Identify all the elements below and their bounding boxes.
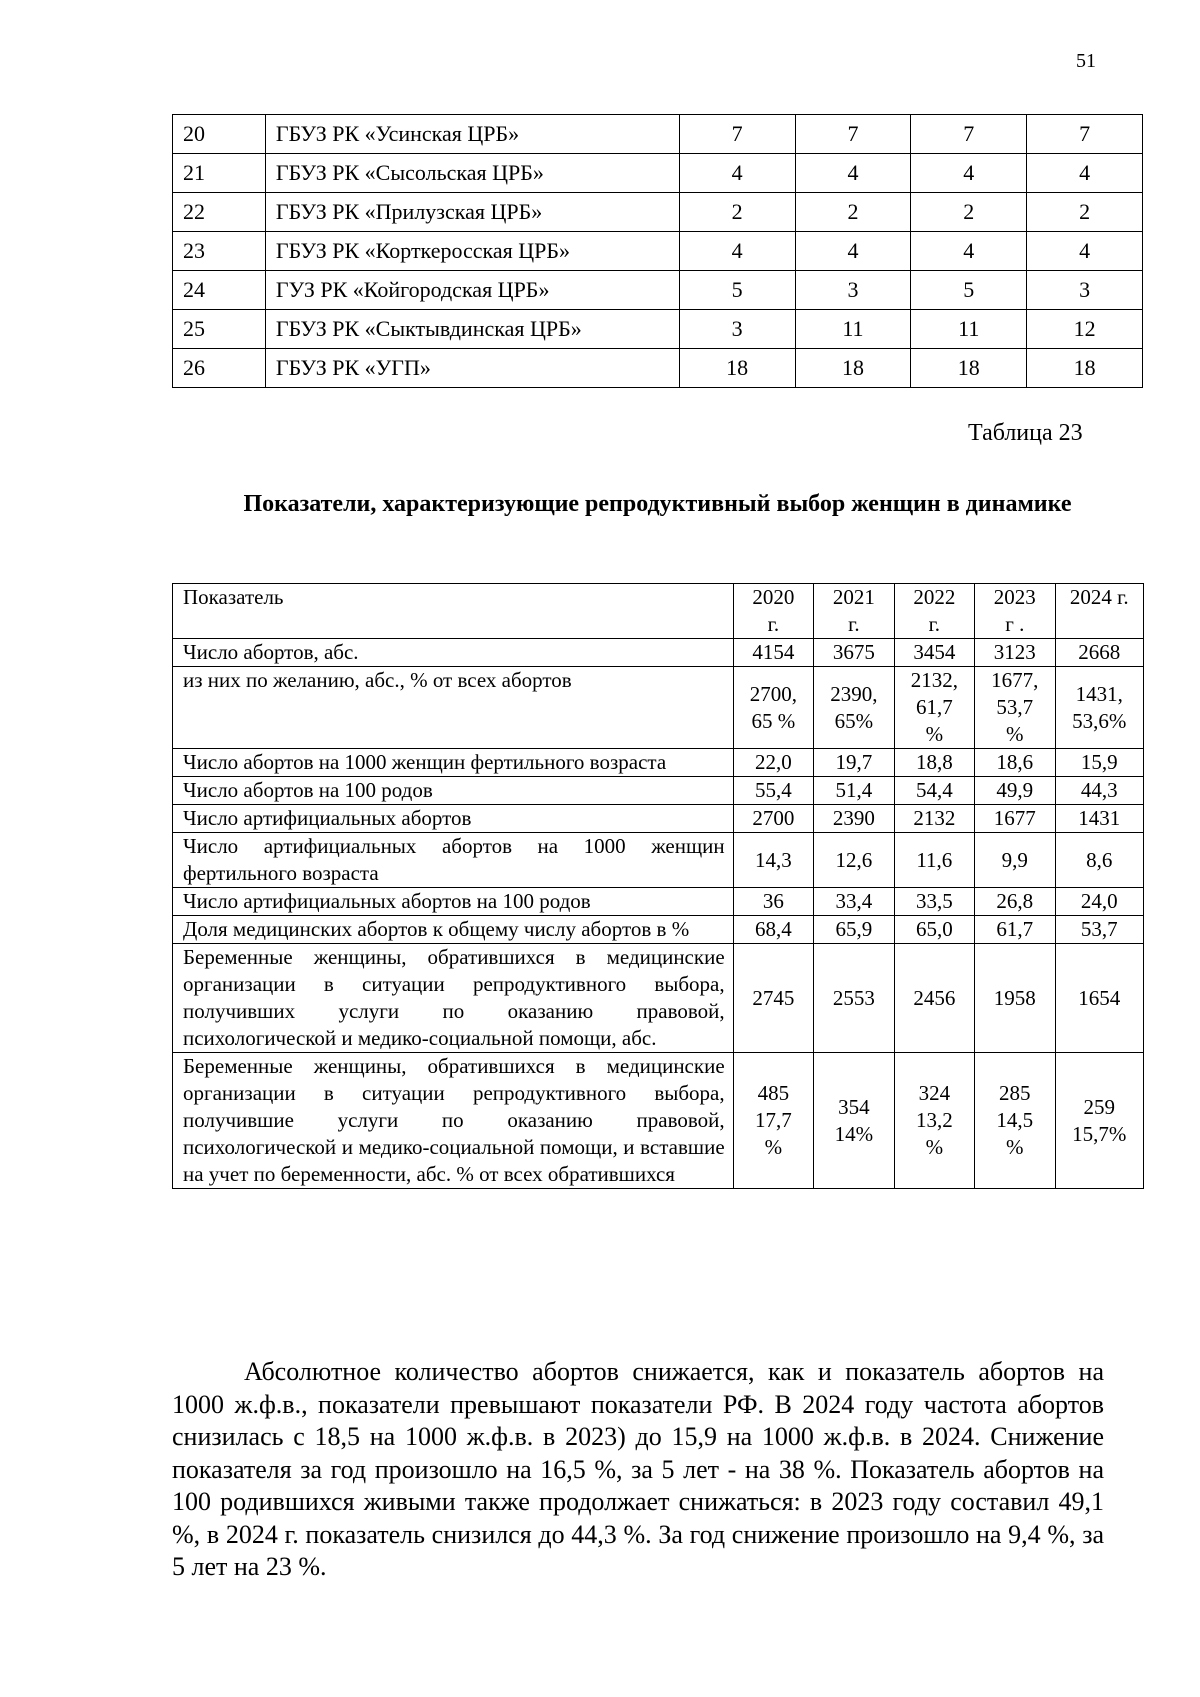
value-cell: 14,3 [733,833,813,888]
value-cell: 33,5 [894,888,974,916]
value-cell: 1654 [1055,944,1143,1053]
value-cell: 22,0 [733,749,813,777]
page-number: 51 [1076,50,1096,72]
header-indicator: Показатель [173,584,734,639]
table-cell: 18 [679,349,795,388]
row-number: 26 [173,349,266,388]
value-cell: 2553 [814,944,894,1053]
table-row [173,888,1144,916]
value-cell: 12,6 [814,833,894,888]
row-number: 25 [173,310,266,349]
table-row [173,154,1143,193]
table-row [173,805,1144,833]
table-cell: 11 [911,310,1027,349]
value-cell: 65,9 [814,916,894,944]
value-cell: 2132 [894,805,974,833]
organization-name: ГБУЗ РК «Корткеросская ЦРБ» [265,232,679,271]
value-cell: 3675 [814,639,894,667]
table-row [173,667,1144,749]
row-number: 23 [173,232,266,271]
table-cell: 18 [911,349,1027,388]
body-paragraph: Абсолютное количество абортов снижается, как и показатель абортов на 1000 ж.ф.в., показатели превышают показатели РФ. В 2024 году частота абортов снизилась с 18,5 на 1000 ж.ф.в. в 2023) до 15,9 на 1000 ж.ф.в. в 2024. Снижение показателя за год произошло на 16,5 %, за 5 лет - на 38 %. Показатель абортов на 100 родившихся живыми также продолжает снижаться: в 2023 году составил 49,1 %, в 2024 г. показатель снизился до 44,3 %. За год снижение произошло на 9,4 %, за 5 лет на 23 %. [172,1357,1104,1581]
value-cell: 53,7 [1055,916,1143,944]
table-row [173,639,1144,667]
value-cell: 8,6 [1055,833,1143,888]
table-cell: 4 [795,232,911,271]
table-row [173,271,1143,310]
value-cell: 259 15,7% [1055,1053,1143,1189]
table-cell: 18 [1027,349,1143,388]
indicator-label: Число артифициальных абортов [173,805,734,833]
indicator-label: Число абортов на 100 родов [173,777,734,805]
value-cell: 2700 [733,805,813,833]
row-number: 21 [173,154,266,193]
table-label: Таблица 23 [968,420,1083,446]
table-cell: 4 [795,154,911,193]
indicator-label: Число артифициальных абортов на 100 родов [173,888,734,916]
table-title: Показатели, характеризующие репродуктивный выбор женщин в динамике [243,491,1072,517]
table-cell: 2 [679,193,795,232]
value-cell: 1677 [975,805,1055,833]
header-year: 2024 г. [1055,584,1143,639]
table-cell: 7 [795,115,911,154]
value-cell: 285 14,5 % [975,1053,1055,1189]
indicator-label: Число абортов, абс. [173,639,734,667]
table-cell: 7 [679,115,795,154]
table-cell: 3 [795,271,911,310]
value-cell: 485 17,7 % [733,1053,813,1189]
table-cell: 12 [1027,310,1143,349]
table-cell: 11 [795,310,911,349]
value-cell: 18,8 [894,749,974,777]
value-cell: 26,8 [975,888,1055,916]
header-year: 2020 г. [733,584,813,639]
table-row [173,310,1143,349]
table-cell: 7 [911,115,1027,154]
value-cell: 18,6 [975,749,1055,777]
organization-name: ГУЗ РК «Койгородская ЦРБ» [265,271,679,310]
table-row [173,193,1143,232]
organization-name: ГБУЗ РК «Усинская ЦРБ» [265,115,679,154]
table-row [173,115,1143,154]
table-cell: 5 [911,271,1027,310]
table-cell: 7 [1027,115,1143,154]
table-cell: 3 [1027,271,1143,310]
value-cell: 55,4 [733,777,813,805]
table-row [173,349,1143,388]
value-cell: 33,4 [814,888,894,916]
table-row [173,749,1144,777]
table-cell: 4 [679,232,795,271]
value-cell: 1431 [1055,805,1143,833]
value-cell: 324 13,2 % [894,1053,974,1189]
table-row [173,1053,1144,1189]
table-cell: 4 [911,232,1027,271]
value-cell: 49,9 [975,777,1055,805]
reproductive-choice-table [172,583,1144,1189]
table-row [173,944,1144,1053]
value-cell: 3123 [975,639,1055,667]
organization-name: ГБУЗ РК «Сысольская ЦРБ» [265,154,679,193]
value-cell: 65,0 [894,916,974,944]
value-cell: 24,0 [1055,888,1143,916]
indicator-label: из них по желанию, абс., % от всех абортов [173,667,734,749]
facilities-table [172,114,1143,388]
table-cell: 3 [679,310,795,349]
table-cell: 18 [795,349,911,388]
header-year: 2022 г. [894,584,974,639]
value-cell: 54,4 [894,777,974,805]
value-cell: 3454 [894,639,974,667]
value-cell: 2745 [733,944,813,1053]
value-cell: 2390, 65% [814,667,894,749]
indicator-label: Доля медицинских абортов к общему числу абортов в % [173,916,734,944]
indicator-label: Число абортов на 1000 женщин фертильного возраста [173,749,734,777]
value-cell: 1958 [975,944,1055,1053]
value-cell: 4154 [733,639,813,667]
value-cell: 354 14% [814,1053,894,1189]
table-cell: 4 [911,154,1027,193]
table-header-row [173,584,1144,639]
table-cell: 2 [795,193,911,232]
value-cell: 2668 [1055,639,1143,667]
value-cell: 19,7 [814,749,894,777]
header-year: 2023 г . [975,584,1055,639]
table-cell: 4 [1027,154,1143,193]
organization-name: ГБУЗ РК «УГП» [265,349,679,388]
table-row [173,916,1144,944]
table-cell: 4 [679,154,795,193]
value-cell: 2132, 61,7 % [894,667,974,749]
value-cell: 36 [733,888,813,916]
table-row [173,833,1144,888]
indicator-label: Беременные женщины, обратившихся в медицинские организации в ситуации репродуктивного выбора, получивших услуги по оказанию правовой, психологической и медико-социальной помощи, абс. [173,944,734,1053]
row-number: 22 [173,193,266,232]
row-number: 20 [173,115,266,154]
value-cell: 9,9 [975,833,1055,888]
value-cell: 44,3 [1055,777,1143,805]
indicator-label: Беременные женщины, обратившихся в медицинские организации в ситуации репродуктивного выбора, получившие услуги по оказанию правовой, психологической и медико-социальной помощи, и вставшие на учет по беременности, абс. % от всех обратившихся [173,1053,734,1189]
organization-name: ГБУЗ РК «Сыктывдинская ЦРБ» [265,310,679,349]
row-number: 24 [173,271,266,310]
value-cell: 1677, 53,7 % [975,667,1055,749]
header-year: 2021 г. [814,584,894,639]
value-cell: 15,9 [1055,749,1143,777]
organization-name: ГБУЗ РК «Прилузская ЦРБ» [265,193,679,232]
value-cell: 2390 [814,805,894,833]
table-row [173,777,1144,805]
table-cell: 2 [1027,193,1143,232]
value-cell: 68,4 [733,916,813,944]
value-cell: 1431, 53,6% [1055,667,1143,749]
value-cell: 51,4 [814,777,894,805]
table-cell: 4 [1027,232,1143,271]
indicator-label: Число артифициальных абортов на 1000 женщин фертильного возраста [173,833,734,888]
value-cell: 2456 [894,944,974,1053]
table-cell: 2 [911,193,1027,232]
table-row [173,232,1143,271]
table-cell: 5 [679,271,795,310]
value-cell: 61,7 [975,916,1055,944]
value-cell: 2700, 65 % [733,667,813,749]
value-cell: 11,6 [894,833,974,888]
